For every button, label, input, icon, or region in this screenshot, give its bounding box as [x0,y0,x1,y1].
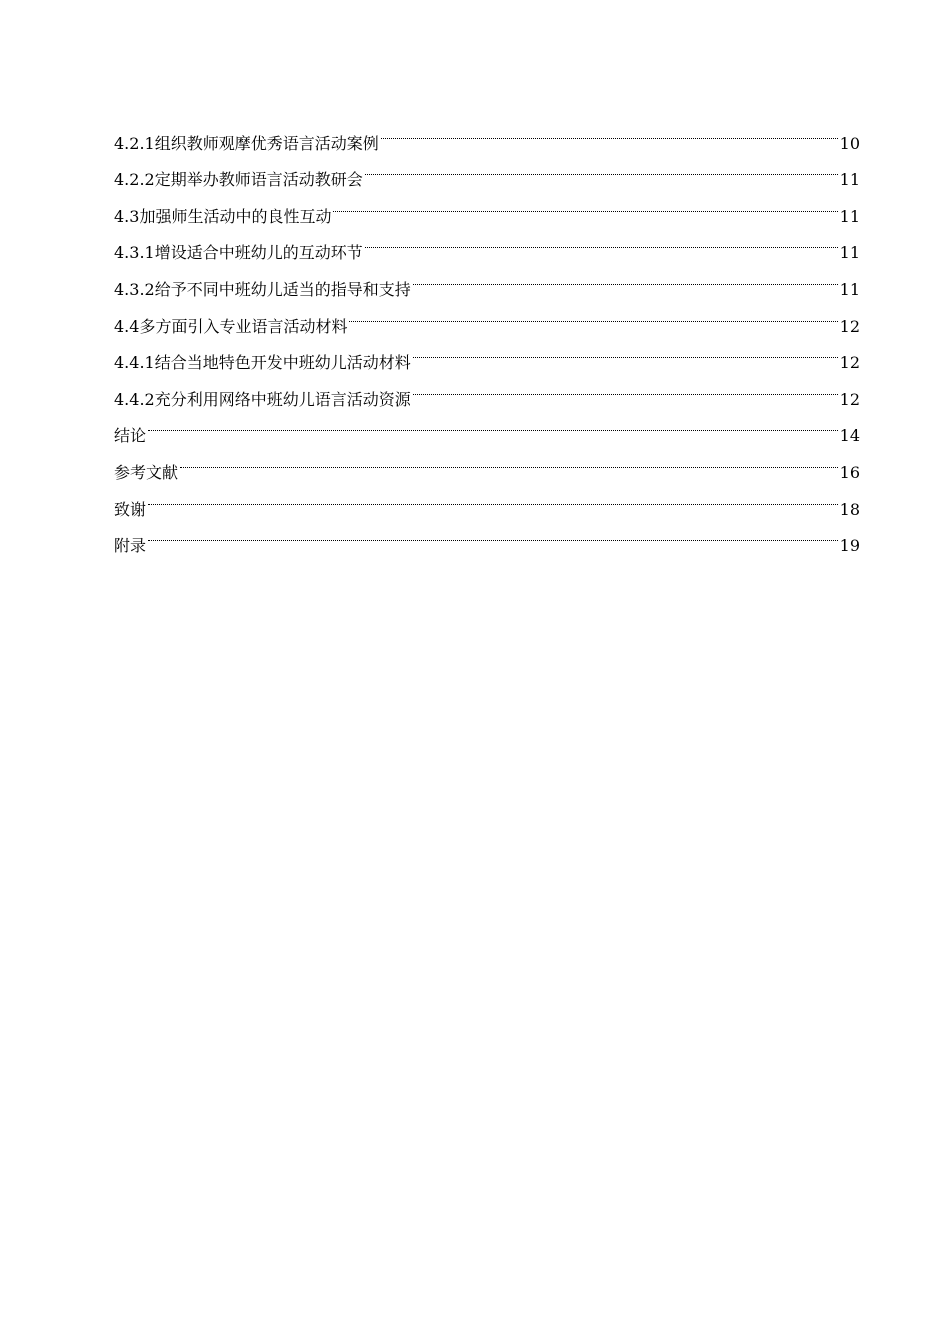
table-of-contents [114,112,860,556]
toc-dot-leader [381,112,838,149]
toc-entry-title: 附录 [114,536,147,556]
toc-entry[interactable] [114,112,860,153]
toc-entry-page: 16 [839,462,860,482]
toc-entry-title: 4.3.1增设适合中班幼儿的互动环节 [114,243,363,263]
toc-entry[interactable] [114,405,860,446]
toc-dot-leader [148,515,838,552]
toc-entry[interactable] [114,478,860,519]
toc-entry-title: 参考文献 [114,462,179,482]
toc-entry-page: 10 [839,133,860,153]
toc-entry-page: 12 [839,316,860,336]
toc-entry[interactable] [114,515,860,556]
toc-entry-page: 11 [839,279,860,299]
toc-dot-leader [148,478,838,515]
toc-entry-title: 4.2.1组织教师观摩优秀语言活动案例 [114,133,379,153]
toc-entry-page: 11 [839,243,860,263]
toc-entry-page: 14 [839,426,860,446]
toc-entry-page: 19 [839,536,860,556]
toc-entry-page: 11 [839,170,860,190]
toc-dot-leader [333,185,837,222]
toc-entry-page: 12 [839,389,860,409]
toc-dot-leader [413,368,838,405]
toc-entry[interactable] [114,441,860,482]
toc-entry-title: 4.3.2给予不同中班幼儿适当的指导和支持 [114,279,411,299]
toc-entry-title: 4.4多方面引入专业语言活动材料 [114,316,348,336]
toc-entry-title: 4.4.2充分利用网络中班幼儿语言活动资源 [114,389,411,409]
toc-entry-title: 4.2.2定期举办教师语言活动教研会 [114,170,363,190]
toc-dot-leader [413,332,838,369]
toc-dot-leader [148,405,838,442]
toc-entry-title: 4.4.1结合当地特色开发中班幼儿活动材料 [114,353,411,373]
toc-entry-title: 致谢 [114,499,147,519]
toc-dot-leader [413,258,838,295]
toc-dot-leader [349,295,837,332]
toc-dot-leader [180,441,838,478]
toc-entry-title: 4.3加强师生活动中的良性互动 [114,206,332,226]
toc-dot-leader [365,149,838,186]
toc-entry-title: 结论 [114,426,147,446]
toc-entry-page: 12 [839,353,860,373]
toc-entry-page: 18 [839,499,860,519]
toc-dot-leader [365,222,838,259]
toc-entry-page: 11 [839,206,860,226]
